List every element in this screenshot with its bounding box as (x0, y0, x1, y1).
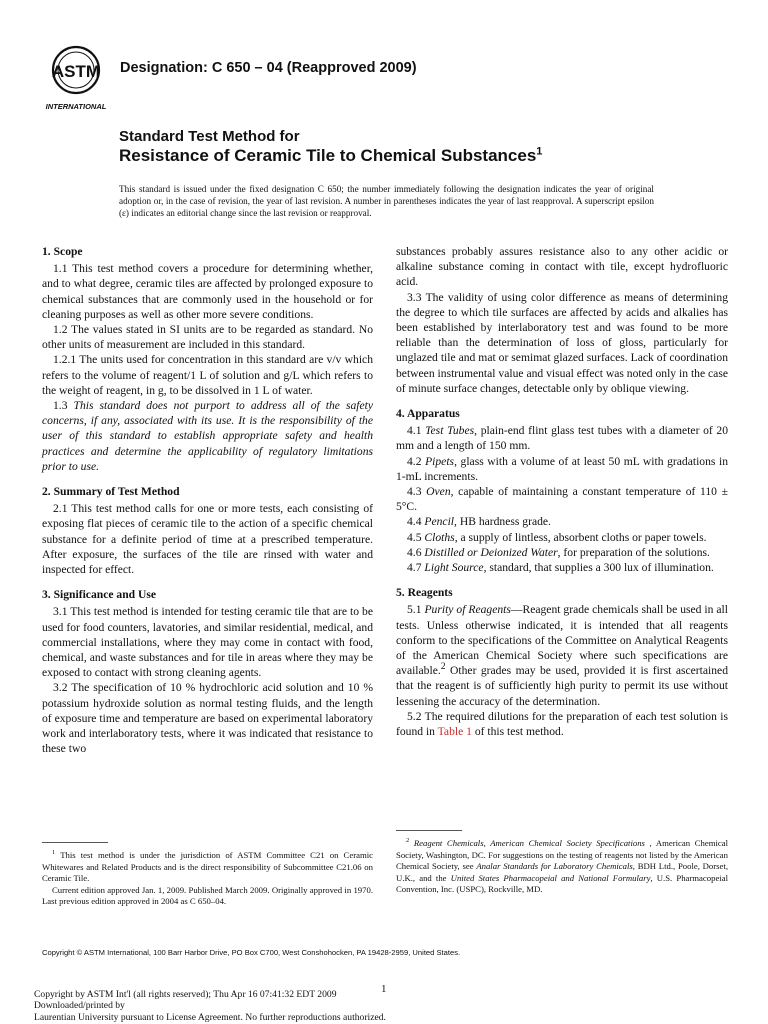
item-text: , plain-end flint glass test tubes with a diameter of 20 mm and a length of 150 mm. (396, 424, 728, 453)
item-term: Test Tubes (425, 424, 475, 438)
apparatus-item (396, 454, 728, 484)
item-number: 4.5 (407, 530, 422, 544)
item-number: 4.2 (407, 454, 422, 468)
paragraph-3-1: 3.1 This test method is intended for testing ceramic tile that are to be used for food counters, lavatories, and similar residential, medical, and commercial installations, where they may come in contact with food, chemical, and waste substances and for tile in areas where they may be exposed to contact with strong cleaning agents. (42, 605, 373, 680)
stamp-line-3: Laurentian University pursuant to License Agreement. No further reproductions authorized. (34, 1011, 386, 1023)
item-text: 5.2 The required dilutions for the preparation of each test solution is found in (396, 709, 728, 739)
stamp-line-1: Copyright by ASTM Int'l (all rights reserved); Thu Apr 16 07:41:32 EDT 2009 (34, 989, 337, 1000)
paragraph-1-3 (42, 398, 373, 474)
svg-text:ASTM: ASTM (51, 62, 101, 81)
footnote-ref-2[interactable]: 2 (440, 661, 446, 673)
footnote-rule-left (42, 842, 108, 843)
item-text: , a supply of lintless, absorbent cloths or paper towels. (454, 530, 707, 544)
item-term: Light Source (424, 561, 484, 575)
item-number: 4.3 (407, 485, 422, 499)
section-heading-apparatus: 4. Apparatus (396, 407, 460, 421)
section-heading-summary: 2. Summary of Test Method (42, 485, 180, 499)
paragraph-5-2 (396, 709, 728, 739)
footnote-body: , U.S. Pharmacopeial Convention, Inc. (USPC), Rockville, MD. (396, 872, 728, 895)
apparatus-item (396, 530, 728, 545)
paragraph-3-2-continued: substances probably assures resistance also to any other acidic or alkaline substance coming in contact with tile, except hydrofluoric acid. (396, 245, 728, 289)
paragraph-1-2-1: 1.2.1 The units used for concentration in this standard are v/v which refers to the volume of reagent/1 L of solution and g/L which refers to the weight of reagent, in g, to be dissolved in 1 L of water. (42, 353, 373, 397)
item-text: , standard, that supplies a 300 lux of illumination. (483, 561, 714, 575)
paragraph-number: 1.3 (53, 399, 68, 413)
item-number: 4.1 (407, 424, 422, 438)
item-text: , HB hardness grade. (454, 515, 551, 529)
footnote-1 (42, 850, 373, 908)
apparatus-item (396, 514, 728, 529)
title-line-2 (119, 146, 542, 166)
item-text: , for preparation of the solutions. (557, 545, 710, 559)
citation-title: Analar Standards for Laboratory Chemicals (476, 861, 633, 872)
footnote-body: , American Chemical Society, Washington, DC. For suggestions on the testing of reagents not listed by the American Chemical Society, see (396, 838, 729, 872)
citation-title: United States Pharmacopeial and National Formulary (450, 872, 651, 883)
item-term: Purity of Reagents (424, 603, 511, 617)
page-number: 1 (381, 983, 387, 995)
footnote-1-edition: Current edition approved Jan. 1, 2009. Published March 2009. Originally approved in 1970. Last previous edition approved in 2004 as C 650–04. (42, 884, 373, 907)
section-heading-significance: 3. Significance and Use (42, 588, 157, 602)
item-number: 5.1 (407, 603, 422, 617)
safety-caveat: This standard does not purport to address all of the safety concerns, if any, associated with its use. It is the responsibility of the user of this standard to establish appropriate safety and health practices and determine the applicability of regulatory limitations prior to use. (42, 399, 373, 473)
footnote-1-text (42, 850, 373, 885)
apparatus-item (396, 423, 728, 453)
item-term: Cloths (424, 530, 455, 544)
paragraph-2-1: 2.1 This test method calls for one or more tests, each consisting of exposing flat pieces of ceramic tile to the action of a specific chemical substance for a definite period of time at a prescribed temperature. After exposure, the surfaces of the tile are rinsed with water and inspected for effect. (42, 502, 373, 577)
stamp-line-2: Downloaded/printed by (34, 1000, 125, 1012)
paragraph-1-1: 1.1 This test method covers a procedure for determining whether, and to what degree, ceramic tiles are affected by prolonged exposure to chemical substances that are commonly used in the household or for cleaning purposes as well as other more severe conditions. (42, 262, 373, 321)
footnote-mark: 1 (52, 849, 56, 857)
svg-text:INTERNATIONAL: INTERNATIONAL (45, 102, 107, 111)
download-stamp (34, 989, 386, 1023)
item-text: —Reagent grade chemicals shall be used in all tests. Unless otherwise indicated, it is intended that all reagents conform to the specifications of the Committee on Analytical Reagents of the American Chemical Society where such specifications are available. (396, 603, 728, 678)
designation: Designation: C 650 – 04 (Reapproved 2009) (120, 60, 417, 76)
item-term: Pipets (425, 454, 455, 468)
left-column (42, 244, 373, 757)
table-1-link[interactable]: Table 1 (437, 725, 472, 739)
copyright-line: Copyright © ASTM International, 100 Barr Harbor Drive, PO Box C700, West Conshohocken, PA 19428-2959, United States. (42, 948, 461, 957)
paragraph-1-2: 1.2 The values stated in SI units are to be regarded as standard. No other units of measurement are included in this standard. (42, 323, 373, 352)
item-text: , capable of maintaining a constant temperature of 110 ± 5°C. (396, 485, 728, 514)
item-number: 4.6 (407, 545, 422, 559)
standard-intro: This standard is issued under the fixed designation C 650; the number immediately following the designation indicates the year of original adoption or, in the case of revision, the year of last revision. A number in parentheses indicates the year of last reapproval. A superscript epsilon (ε) indicates an editorial change since the last revision or reapproval. (119, 184, 654, 219)
apparatus-item (396, 484, 728, 514)
title-text: Resistance of Ceramic Tile to Chemical Substances (119, 146, 537, 165)
footnote-rule-right (396, 830, 462, 831)
title-line-1: Standard Test Method for (119, 128, 300, 145)
astm-logo (40, 44, 112, 114)
right-column (396, 244, 728, 739)
item-term: Oven (426, 485, 451, 499)
footnote-2 (396, 838, 728, 896)
apparatus-item (396, 545, 728, 560)
footnote-2-text (396, 838, 728, 896)
apparatus-item (396, 560, 728, 575)
astm-logo-icon (40, 44, 112, 114)
footnote-body: , BDH Ltd., Poole, Dorset, U.K., and the (396, 861, 728, 883)
item-term: Distilled or Deionized Water (424, 545, 558, 559)
item-text: of this test method. (471, 725, 564, 739)
item-text: Other grades may be used, provided it is first ascertained that the reagent is of sufficiently high purity to permit its use without lessening the accuracy of the determination. (396, 664, 728, 708)
item-number: 4.7 (407, 561, 422, 575)
paragraph-5-1 (396, 602, 728, 708)
footnote-mark: 2 (406, 837, 410, 845)
paragraph-3-2: 3.2 The specification of 10 % hydrochloric acid solution and 10 % potassium hydroxide solution as normal testing fluids, and the length of exposure time and temperature are based on experimental laboratory work and interlaboratory tests, where it was indicated that resistance to these two (42, 681, 373, 756)
item-text: , glass with a volume of at least 50 mL with gradations in 1-mL increments. (396, 454, 728, 483)
citation-title: Reagent Chemicals, American Chemical Society Specifications (413, 838, 645, 848)
footnote-body: This test method is under the jurisdiction of ASTM Committee C21 on Ceramic Whitewares and Related Products and is the direct responsibility of Subcommittee C21.06 on Ceramic Tile. (42, 850, 373, 884)
paragraph-3-3: 3.3 The validity of using color difference as means of determining the degree to which tile surfaces are affected by acids and alkalies has been established by interlaboratory test and was found to be more reliable than the determination of loss of gloss, particularly for unglazed tile and mat or semimat glazed surfaces. Lack of coordination between instrumental value and visual effect was noted only in the case of minute surface changes, detectable only by oblique viewing. (396, 290, 728, 395)
section-heading-reagents: 5. Reagents (396, 586, 453, 600)
section-heading-scope: 1. Scope (42, 245, 83, 258)
item-term: Pencil (424, 515, 455, 529)
item-number: 4.4 (407, 515, 422, 529)
title-footnote-mark[interactable]: 1 (536, 145, 543, 158)
